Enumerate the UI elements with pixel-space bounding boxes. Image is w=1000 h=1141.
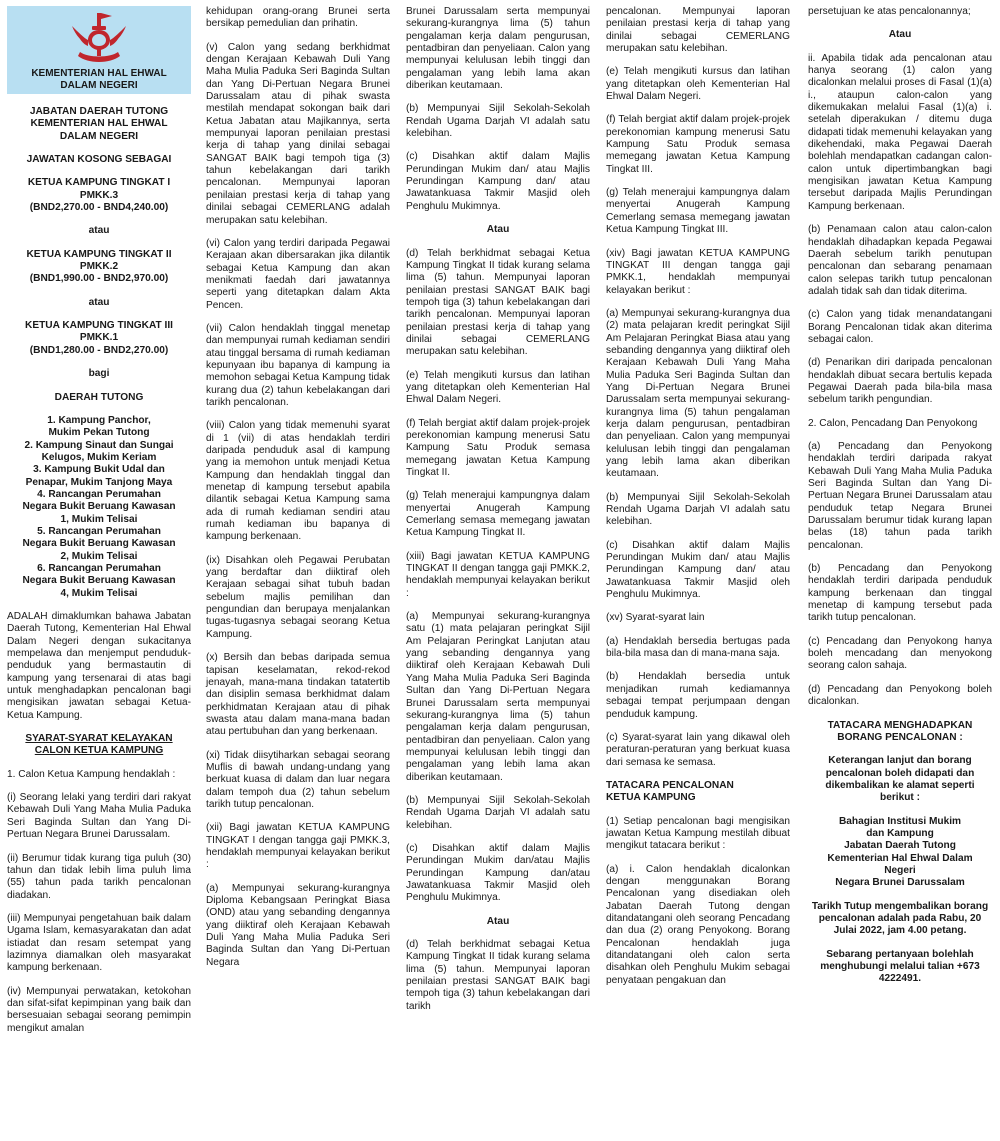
paragraph: (c) Disahkan aktif dalam Majlis Perundingan Mukim dan/atau Majlis Perundingan Kampung dan/atau Jawatankuasa Takmir Masjid oleh Penghulu Mukimnya. bbox=[406, 842, 590, 904]
paragraph: Brunei Darussalam serta mempunyai sekurang-kurangnya lima (5) tahun pengalaman kerja dalam pengurusan, pentadbiran dan penyeliaan. Calon yang mempunyai kelulusan lebih tinggi dan pengalaman yang lebih lama akan diberikan keutamaan. bbox=[406, 6, 590, 92]
closing-date: Tarikh Tutup mengembalikan borang pencalonan adalah pada Rabu, 20 Julai 2022, jam 4.00 petang. bbox=[811, 900, 989, 937]
paragraph: (v) Calon yang sedang berkhidmat dengan Kerajaan Kebawah Duli Yang Maha Mulia Paduka Seri Baginda Sultan dan Yang Di-Pertuan Negara Brunei Darussalam atau di pihak swasta mestilah mendapat sokongan baik dari Ketua Jabatan atau Majikannya, serta mempunyai laporan penilaian prestasi kerja di tahap yang dinilai sebagai SANGAT BAIK bagi tempoh tiga (3) tahun kebelakangan dari tarikh pencalonan. Mempunyai laporan penilaian prestasi kerja di tahap yang dinilai sebagai CEMERLANG adalah merupakan satu kelebihan. bbox=[206, 41, 390, 226]
paragraph: (b) Pencadang dan Penyokong hendaklah terdiri daripada penduduk kampung berkenaan dan tinggal menetap di kampung tersebut pada tarikh tutup pencalonan. bbox=[808, 563, 992, 624]
info-paragraph: Keterangan lanjut dan borang pencalonan boleh didapati dan dikembalikan ke alamat seperti berikut : bbox=[825, 755, 975, 804]
or-separator: atau bbox=[88, 225, 110, 237]
paragraph: (f) Telah bergiat aktif dalam projek-projek perekonomian kampung menerusi Satu Kampung Satu Produk semasa memegang jawatan Ketua Kampung Tingkat II. bbox=[406, 417, 590, 478]
department-heading: JABATAN DAERAH TUTONG KEMENTERIAN HAL EHWAL DALAM NEGERI bbox=[29, 106, 169, 142]
paragraph: (xiii) Bagi jawatan KETUA KAMPUNG TINGKAT II dengan tangga gaji PMKK.2, hendaklah mempunyai kelayakan berikut : bbox=[406, 550, 590, 599]
paragraph: (g) Telah menerajui kampungnya dalam menyertai Anugerah Kampung Cemerlang semasa memegang jawatan Ketua Kampung Tingkat III. bbox=[606, 187, 790, 236]
form-submission-heading: TATACARA MENGHADAPKAN BORANG PENCALONAN : bbox=[827, 719, 973, 743]
brunei-crest-icon bbox=[68, 10, 130, 66]
post-tingkat-1: KETUA KAMPUNG TINGKAT I PMKK.3 (BND2,270.00 - BND4,240.00) bbox=[27, 177, 171, 214]
or-separator: Atau bbox=[486, 915, 510, 927]
paragraph: persetujuan ke atas pencalonannya; bbox=[808, 6, 971, 17]
paragraph: (x) Bersih dan bebas daripada semua tapisan keselamatan, rekod-rekod jenayah, mana-mana tindakan tatatertib dan disiplin semasa berkhidmat dalam perkhidmatan Kerajaan atau di pihak swasta atau dalam mana-mana badan atau pertubuhan dan yang berkenaan. bbox=[206, 652, 390, 738]
paragraph: (b) Mempunyai Sijil Sekolah-Sekolah Rendah Ugama Darjah VI adalah satu kelebihan. bbox=[606, 491, 790, 528]
paragraph: (xiv) Bagi jawatan KETUA KAMPUNG TINGKAT III dengan tangga gaji PMKK.1, hendaklah mempunyai kelayakan berikut : bbox=[606, 247, 790, 296]
paragraph: (a) Mempunyai sekurang-kurangnya dua (2) mata pelajaran kredit peringkat Sijil Am Pelajaran Peringkat Biasa atau yang sebanding dengannya yang diiktiraf oleh Kerajaan Kebawah Duli Yang Maha Mulia Paduka Seri Baginda Sultan dan Yang Di-Pertuan Negara Brunei Darussalam serta mempunyai sekurang-kurangnya lima (5) tahun pengalaman kerja dalam pengurusan, pentadbiran dan penyeliaan. Calon yang mempunyai kelulusan lebih tinggi dan pengalaman yang lebih lama akan diberikan keutamaan. bbox=[606, 307, 790, 480]
intro-paragraph: ADALAH dimaklumkan bahawa Jabatan Daerah Tutong, Kementerian Hal Ehwal Dalam Negeri dengan sukacitanya mempelawa dan menjemput penduduk-penduduk yang bermastautin di kampung yang tersenarai di atas bagi untuk menghadapkan pencalonan bagi mengisikan jawatan sebagai Ketua-Ketua Kampung. bbox=[7, 611, 191, 721]
paragraph: (e) Telah mengikuti kursus dan latihan yang ditetapkan oleh Kementerian Hal Ehwal Dalam Negeri. bbox=[406, 369, 590, 406]
paragraph: (xii) Bagi jawatan KETUA KAMPUNG TINGKAT I dengan tangga gaji PMKK.3, hendaklah mempunyai kelayakan berikut : bbox=[206, 822, 390, 871]
address-block: Bahagian Institusi Mukim dan Kampung Jabatan Daerah Tutong Kementerian Hal Ehwal Dalam Negeri Negara Brunei Darussalam bbox=[827, 815, 973, 889]
requirements-heading: SYARAT-SYARAT KELAYAKAN CALON KETUA KAMPUNG bbox=[25, 733, 173, 757]
post-tingkat-3: KETUA KAMPUNG TINGKAT III PMKK.1 (BND1,280.00 - BND2,270.00) bbox=[25, 320, 173, 356]
paragraph: (d) Penarikan diri daripada pencalonan hendaklah dibuat secara bertulis kepada Pegawai Daerah pada bila-bila masa sebelum tarikh pengundian. bbox=[808, 357, 992, 406]
village-list: 1. Kampung Panchor, Mukim Pekan Tutong 2. Kampung Sinaut dan Sungai Kelugos, Mukim Keriam 3. Kampung Bukit Udal dan Penapar, Mukim Tanjong Maya 4. Rancangan Perumahan Negara Bukit Beruang Kawasan 1, Mukim Telisai 5. Rancangan Perumahan Negara Bukit Beruang Kawasan 2, Mukim Telisai 6. Rancangan Perumahan Negara Bukit Beruang Kawasan 4, Mukim Telisai bbox=[22, 414, 176, 599]
column-3 bbox=[406, 6, 590, 1013]
column-4 bbox=[606, 6, 790, 987]
or-separator: Atau bbox=[486, 224, 510, 236]
post-tingkat-2: KETUA KAMPUNG TINGKAT II PMKK.2 (BND1,990.00 - BND2,970.00) bbox=[26, 248, 172, 285]
paragraph: (c) Syarat-syarat lain yang dikawal oleh peraturan-peraturan yang berkuat kuasa dari semasa ke semasa. bbox=[606, 731, 790, 768]
paragraph: (d) Pencadang dan Penyokong boleh dicalonkan. bbox=[808, 683, 992, 708]
ministry-logo-block bbox=[7, 6, 191, 94]
paragraph: (viii) Calon yang tidak memenuhi syarat di 1 (vii) di atas hendaklah terdiri daripada penduduk asal di kampung yang ia memohon untuk menjadi Ketua Kampung dan hendaklah tinggal dan menetap di kampung tersebut apabila dilantik sebagai Ketua Kampung sama ada di rumah kediaman sendiri atau rumah kediaman ibu bapanya di kampung berkenaan. bbox=[206, 420, 390, 543]
contact-line: Sebarang pertanyaan bolehlah menghubungi melalui talian +673 4222491. bbox=[820, 948, 980, 985]
district-heading: DAERAH TUTONG bbox=[54, 391, 144, 403]
paragraph: (c) Disahkan aktif dalam Majlis Perundingan Mukim dan/ atau Majlis Perundingan Kampung dan/ atau Jawatankuasa Takmir Masjid oleh Penghulu Mukimnya. bbox=[406, 151, 590, 212]
for-label: bagi bbox=[88, 368, 110, 380]
paragraph: (b) Penamaan calon atau calon-calon hendaklah dihadapkan kepada Pegawai Daerah sebelum tarikh penutupan pencalonan dan sebarang penamaan calon selepas tarikh tutup pencalonan adalah tidak sah dan tidak diterima. bbox=[808, 224, 992, 297]
paragraph: (ii) Berumur tidak kurang tiga puluh (30) tahun dan tidak lebih lima puluh lima (55) tahun pada tarikh pencalonan diadakan. bbox=[7, 852, 191, 901]
paragraph: 2. Calon, Pencadang Dan Penyokong bbox=[808, 417, 978, 429]
paragraph: (xv) Syarat-syarat lain bbox=[606, 612, 705, 624]
vacancy-heading: JAWATAN KOSONG SEBAGAI bbox=[26, 154, 172, 166]
paragraph: (i) Seorang lelaki yang terdiri dari rakyat Kebawah Duli Yang Maha Mulia Paduka Seri Baginda Sultan dan Yang Di-Pertuan Negara Brunei Darussalam. bbox=[7, 792, 191, 841]
paragraph: (1) Setiap pencalonan bagi mengisikan jawatan Ketua Kampung mestilah dibuat mengikut tatacara berikut : bbox=[606, 815, 790, 852]
paragraph: (b) Hendaklah bersedia untuk menjadikan rumah kediamannya sebagai tempat perjumpaan dengan penduduk kampung. bbox=[606, 671, 790, 720]
column-1 bbox=[7, 6, 191, 1035]
paragraph: (a) Mempunyai sekurang-kurangnya satu (1) mata pelajaran peringkat Sijil Am Pelajaran Peringkat Lanjutan atau yang sebanding dengannya yang diiktiraf oleh Kerajaan Kebawah Duli Yang Maha Mulia Paduka Seri Baginda Sultan dan Yang Di-Pertuan Negara Brunei Darussalam serta mempunyai sekurang-kurangnya lima (5) tahun pengalaman kerja dalam pengurusan, pentadbiran dan penyeliaan. Calon yang mempunyai kelulusan lebih tinggi dan pengalaman yang lebih lama akan diberikan keutamaan. bbox=[406, 611, 590, 783]
paragraph: (b) Mempunyai Sijil Sekolah-Sekolah Rendah Ugama Darjah VI adalah satu kelebihan. bbox=[406, 794, 590, 831]
paragraph: (b) Mempunyai Sijil Sekolah-Sekolah Rendah Ugama Darjah VI adalah satu kelebihan. bbox=[406, 103, 590, 140]
paragraph: (c) Pencadang dan Penyokong hanya boleh mencadang dan menyokong seorang calon sahaja. bbox=[808, 635, 992, 672]
column-2 bbox=[206, 6, 390, 969]
paragraph: (a) Mempunyai sekurang-kurangnya Diploma Kebangsaan Peringkat Biasa (OND) atau yang sebanding dengannya yang diiktiraf oleh Kerajaan Kebawah Duli Yang Maha Mulia Paduka Seri Baginda Sultan dan Yang Di-Pertuan Negara bbox=[206, 882, 390, 968]
column-5 bbox=[808, 6, 992, 986]
paragraph: (iii) Mempunyai pengetahuan baik dalam Ugama Islam, kemasyarakatan dan adat istiadat dan resam setempat yang lazimnya diamalkan oleh masyarakat kampung berkenaan. bbox=[7, 912, 191, 974]
paragraph: (vi) Calon yang terdiri daripada Pegawai Kerajaan akan dibersarakan jika dilantik sebagai Ketua Kampung dan akan menikmati faedah dari jawatannya seperti yang ditetapkan dalam Akta Pencen. bbox=[206, 237, 390, 311]
paragraph: (xi) Tidak diisytiharkan sebagai seorang Muflis di bawah undang-undang yang berkuat kuasa di dalam dan luar negara dalam tempoh dua (2) tahun sebelum tarikh tutup pencalonan. bbox=[206, 749, 390, 810]
paragraph: (a) i. Calon hendaklah dicalonkan dengan menggunakan Borang Pencalonan yang disediakan oleh Jabatan Daerah Tutong dengan ditandatangani oleh seorang Pencadang dan dua (2) orang Penyokong. Borang Pencalonan hendaklah juga ditandatangani oleh calon serta disahkan oleh Penghulu Mukim sebagai penyataan pengakuan dan bbox=[606, 863, 790, 986]
paragraph: (g) Telah menerajui kampungnya dalam menyertai Anugerah Kampung Cemerlang semasa memegang jawatan Ketua Kampung Tingkat II. bbox=[406, 490, 590, 539]
paragraph: 1. Calon Ketua Kampung hendaklah : bbox=[7, 768, 176, 780]
paragraph: (c) Calon yang tidak menandatangani Borang Pencalonan tidak akan diterima sebagai calon. bbox=[808, 309, 992, 345]
paragraph: pencalonan. Mempunyai laporan penilaian prestasi kerja di tahap yang dinilai sebagai CEMERLANG merupakan satu kelebihan. bbox=[606, 6, 790, 55]
paragraph: (d) Telah berkhidmat sebagai Ketua Kampung Tingkat II tidak kurang selama lima (5) tahun. Mempunyai laporan penilaian prestasi SANGAT BAIK bagi tempoh tiga (3) tahun kebelakangan dari tarikh bbox=[406, 939, 590, 1012]
paragraph: (a) Hendaklah bersedia bertugas pada bila-bila masa dan di mana-mana saja. bbox=[606, 635, 790, 660]
paragraph: ii. Apabila tidak ada pencalonan atau hanya seorang (1) calon yang dicalonkan melalui proses di Fasal (1)(a) i., ataupun calon-calon yang dikemukakan melalui Fasal (1)(a) i. setelah diperakukan / ditemu duga didapati tidak memenuhi kelayakan yang dikehendaki, maka Pegawai Daerah bolehlah mendapatkan cadangan calon-calon untuk dipertimbangkan bagi mengisikan jawatan Ketua Kampung tersebut daripada Majlis Perundingan Kampung berkenaan. bbox=[808, 52, 992, 212]
or-separator: atau bbox=[88, 296, 110, 308]
paragraph: kehidupan orang-orang Brunei serta bersikap pemedulian dan prihatin. bbox=[206, 6, 390, 30]
paragraph: (c) Disahkan aktif dalam Majlis Perundingan Mukim dan/ atau Majlis Perundingan Kampung dan/ atau Jawatankuasa Takmir Masjid oleh Penghulu Mukimnya. bbox=[606, 539, 790, 601]
paragraph: (iv) Mempunyai perwatakan, ketokohan dan sifat-sifat kepimpinan yang baik dan bersesuaian sebagai seorang pemimpin mengikut amalan bbox=[7, 985, 191, 1034]
paragraph: (vii) Calon hendaklah tinggal menetap dan mempunyai rumah kediaman sendiri atau tinggal bersama di rumah kediaman kepunyaan ibu bapanya di kampung ia memohon sebagai Ketua Kampung tidak kurang dua (2) tahun kebelakangan dari tarikh pencalonan. bbox=[206, 322, 390, 408]
or-separator: Atau bbox=[888, 29, 912, 41]
paragraph: (ix) Disahkan oleh Pegawai Perubatan yang berdaftar dan diiktiraf oleh Kerajaan sebagai sihat tubuh badan sebelum majlis pemilihan dan pengundian dan berupaya menjalankan tugas-tugasnya sebagai seorang Ketua Kampung. bbox=[206, 554, 390, 640]
paragraph: (d) Telah berkhidmat sebagai Ketua Kampung Tingkat II tidak kurang selama lima (5) tahun. Mempunyai laporan penilaian prestasi SANGAT BAIK bagi tempoh tiga (3) tahun kebelakangan dari tarikh pencalonan. Mempunyai laporan penilaian prestasi kerja di tahap yang dinilai sebagai CEMERLANG merupakan satu kelebihan. bbox=[406, 247, 590, 358]
procedure-heading: TATACARA PENCALONAN KETUA KAMPUNG bbox=[606, 779, 734, 804]
paragraph: (a) Pencadang dan Penyokong hendaklah terdiri daripada rakyat Kebawah Duli Yang Maha Mulia Paduka Seri Baginda Sultan dan Yang Di-Pertuan Negara Brunei Darussalam atau penduduk tetap Negara Brunei Darussalam berumur tidak kurang lapan belas (18) tahun pada tarikh pencalonan. bbox=[808, 440, 992, 551]
paragraph: (f) Telah bergiat aktif dalam projek-projek perekonomian kampung menerusi Satu Kampung Satu Produk semasa memegang jawatan Ketua Kampung Tingkat III. bbox=[606, 114, 790, 175]
ministry-name: KEMENTERIAN HAL EHWAL DALAM NEGERI bbox=[31, 68, 167, 91]
paragraph: (e) Telah mengikuti kursus dan latihan yang ditetapkan oleh Kementerian Hal Ehwal Dalam Negeri. bbox=[606, 66, 790, 103]
